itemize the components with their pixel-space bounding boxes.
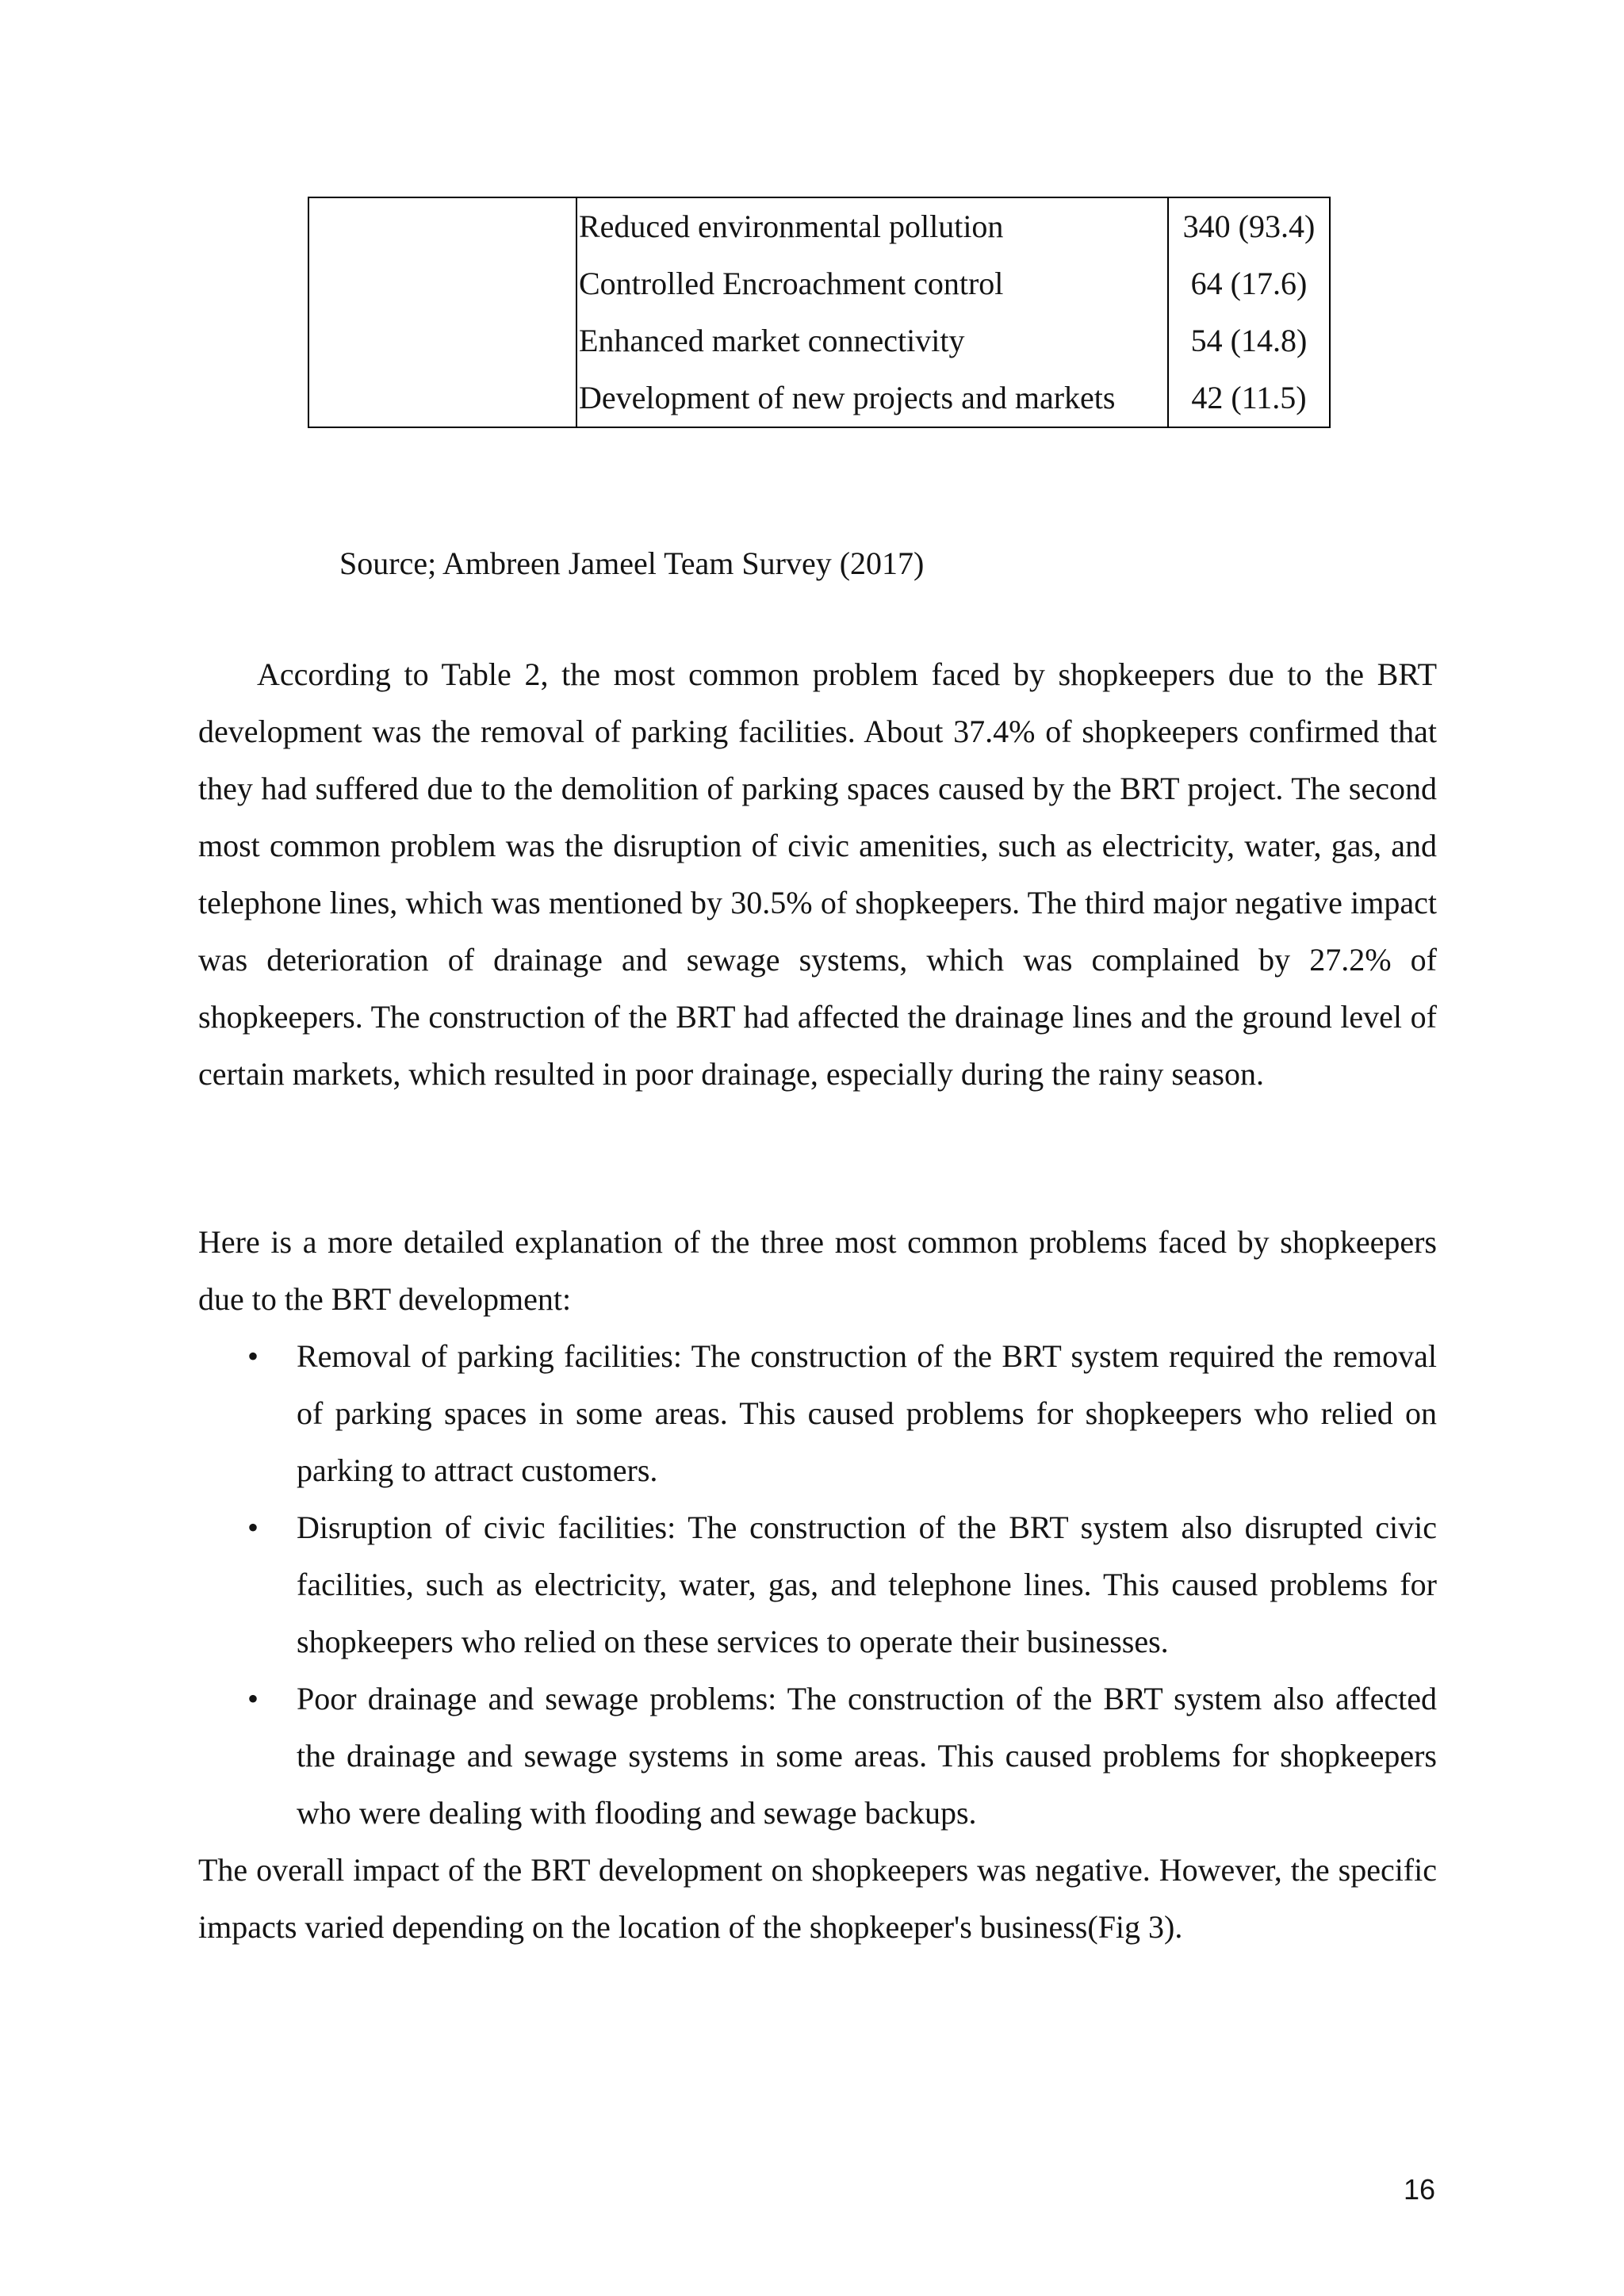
table-row-value: 54 (14.8) xyxy=(1190,323,1308,358)
list-item xyxy=(198,1328,1437,1499)
page-number: 16 xyxy=(1403,2173,1435,2206)
body-paragraph: Here is a more detailed explanation of the three most common problems faced by shopkeepers due to the BRT development: xyxy=(198,1224,1437,1317)
table-empty-category-cell xyxy=(308,197,576,427)
table-row-label: Reduced environmental pollution xyxy=(579,209,1004,244)
bullet-icon: • xyxy=(247,1338,259,1374)
body-paragraph: The overall impact of the BRT development on shopkeepers was negative. However, the specific impacts varied depending on the location of the shopkeeper's business(Fig 3). xyxy=(198,1852,1437,1945)
table-row-value: 42 (11.5) xyxy=(1191,380,1307,415)
table-row-label: Controlled Encroachment control xyxy=(579,266,1004,301)
body-paragraph: According to Table 2, the most common problem faced by shopkeepers due to the BRT development was the removal of parking facilities. About 37.4% of shopkeepers confirmed that they had suffered due to the demolition of parking spaces caused by the BRT project. The second most common problem was the disruption of civic amenities, such as electricity, water, gas, and telephone lines, which was mentioned by 30.5% of shopkeepers. The third major negative impact was deterioration of drainage and sewage systems, which was complained by 27.2% of shopkeepers. The construction of the BRT had affected the drainage lines and the ground level of certain markets, which resulted in poor drainage, especially during the rainy season. xyxy=(198,656,1437,1092)
table-source-note: Source; Ambreen Jameel Team Survey (2017) xyxy=(339,545,925,581)
list-item-text: Disruption of civic facilities: The construction of the BRT system also disrupted civic facilities, such as electricity, water, gas, and telephone lines. This caused problems for shopkeepers who relied on these services to operate their businesses. xyxy=(297,1510,1437,1659)
bullet-icon: • xyxy=(247,1510,259,1545)
table-value-cell xyxy=(1168,197,1330,427)
list-item-text: Poor drainage and sewage problems: The construction of the BRT system also affected the drainage and sewage systems in some areas. This caused problems for shopkeepers who were dealing with flooding and sewage backups. xyxy=(297,1681,1437,1831)
survey-table-continued xyxy=(308,197,1331,428)
table-row xyxy=(308,197,1330,427)
list-item-text: Removal of parking facilities: The construction of the BRT system required the removal of parking spaces in some areas. This caused problems for shopkeepers who relied on parking to attract customers. xyxy=(297,1338,1437,1488)
table-row-label: Enhanced market connectivity xyxy=(579,323,965,358)
list-item xyxy=(198,1670,1437,1842)
problem-bullet-list xyxy=(198,1328,1437,1842)
list-item xyxy=(198,1499,1437,1670)
table-row-value: 64 (17.6) xyxy=(1190,266,1308,301)
table-row-value: 340 (93.4) xyxy=(1182,209,1316,244)
table-label-cell xyxy=(576,197,1168,427)
table-row-label: Development of new projects and markets xyxy=(579,380,1116,415)
bullet-icon: • xyxy=(247,1681,259,1716)
